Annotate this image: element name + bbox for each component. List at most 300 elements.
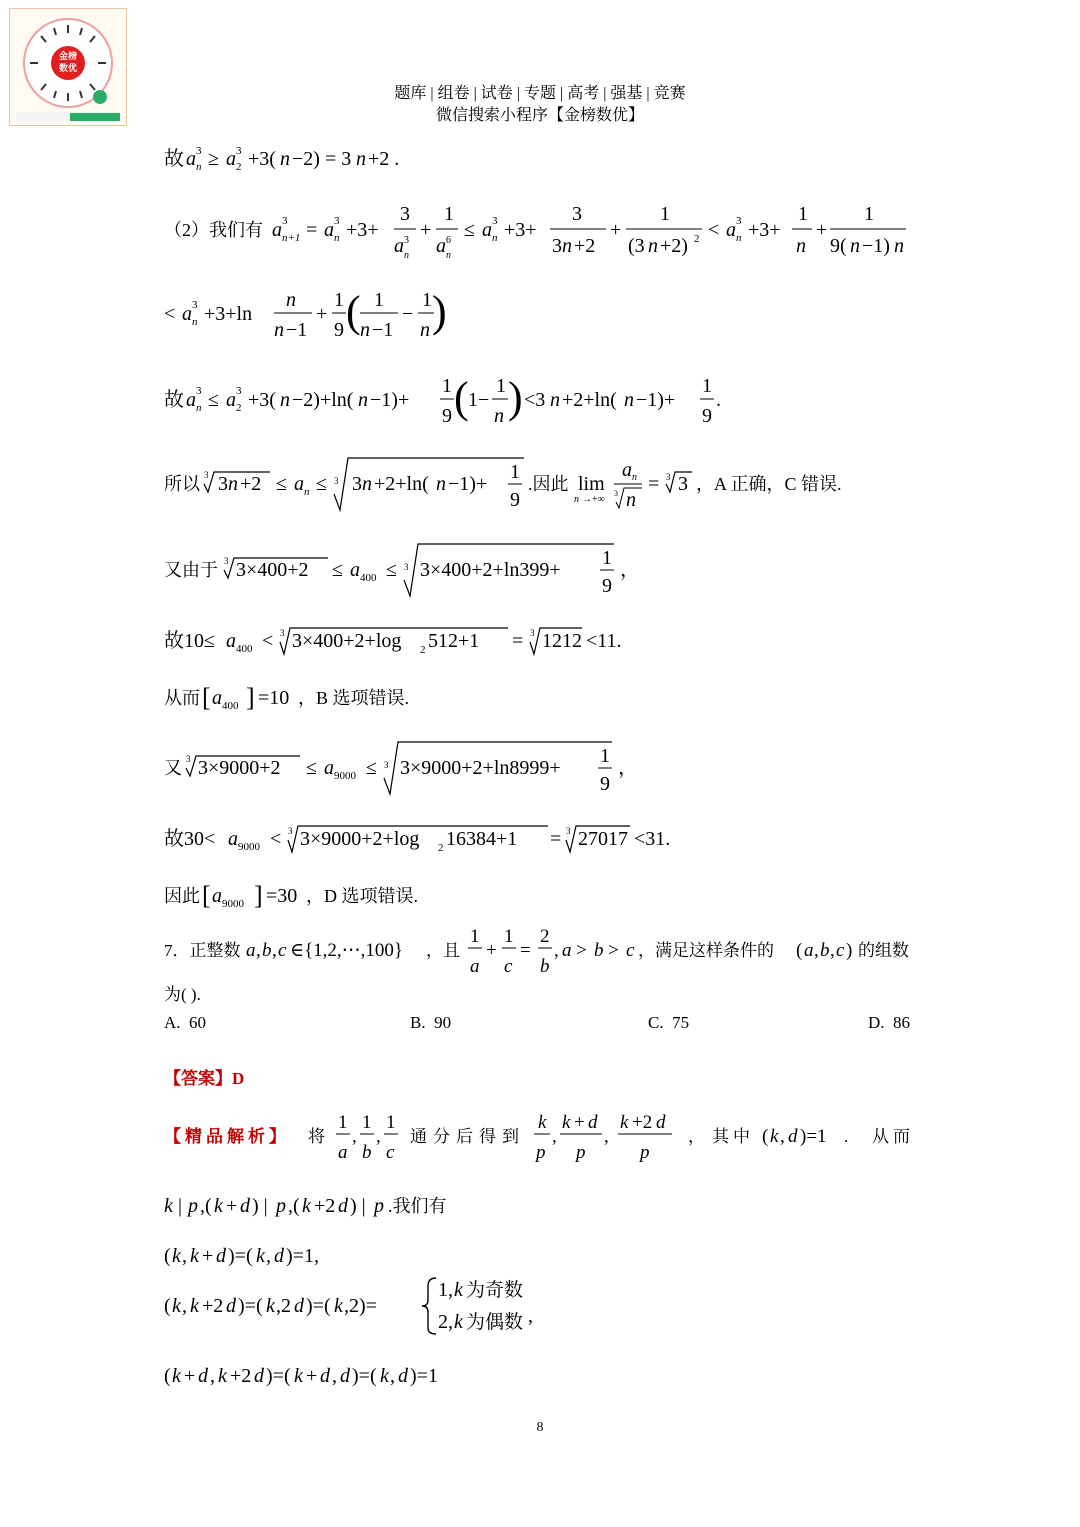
svg-text:2,: 2,	[438, 1311, 453, 1333]
svg-text:1: 1	[798, 203, 808, 225]
svg-text:+3(: +3(	[248, 148, 276, 170]
svg-text:k: k	[172, 1245, 181, 1267]
svg-text:,: ,	[266, 1245, 271, 1267]
svg-text:3: 3	[404, 235, 409, 246]
svg-text:a: a	[436, 235, 446, 257]
svg-text:3: 3	[678, 473, 688, 495]
svg-text:3: 3	[204, 470, 209, 480]
svg-text:n: n	[304, 486, 310, 498]
svg-text:9: 9	[442, 405, 452, 427]
svg-text:k: k	[218, 1365, 227, 1387]
svg-text:3: 3	[666, 472, 671, 482]
svg-text:+: +	[420, 219, 432, 241]
svg-text:3: 3	[282, 215, 288, 227]
svg-text:k: k	[770, 1126, 779, 1147]
math-line-2	[164, 196, 924, 262]
svg-text:b: b	[820, 940, 830, 961]
svg-text:>: >	[608, 940, 619, 961]
svg-text:a: a	[324, 757, 334, 779]
svg-text:+2): +2)	[660, 235, 688, 257]
svg-text:k: k	[172, 1295, 181, 1317]
svg-text:3: 3	[218, 473, 228, 495]
svg-text:)=(: )=(	[306, 1295, 331, 1317]
svg-text:3×9000+2: 3×9000+2	[198, 757, 281, 779]
svg-text:a: a	[350, 559, 360, 581]
svg-text:n: n	[632, 472, 637, 483]
option-c: C. 75	[648, 1013, 690, 1032]
svg-text:c: c	[626, 940, 635, 961]
svg-text:p: p	[188, 1195, 198, 1217]
svg-text:,: ,	[182, 1245, 187, 1267]
svg-text:a: a	[622, 459, 632, 481]
svg-text:（2）我们有: （2）我们有	[164, 220, 263, 240]
svg-text:3×9000+2+log: 3×9000+2+log	[300, 828, 420, 850]
header-nav-line: 题库 | 组卷 | 试卷 | 专题 | 高考 | 强基 | 竞赛	[394, 85, 686, 102]
svg-text:n: n	[420, 319, 430, 341]
svg-text:3: 3	[196, 145, 202, 157]
svg-text:+3+: +3+	[504, 219, 537, 241]
svg-text:≤: ≤	[276, 473, 287, 495]
svg-text:d: d	[588, 1112, 598, 1133]
svg-text:.: .	[844, 1127, 849, 1146]
svg-text:d: d	[294, 1295, 304, 1317]
svg-text:=: =	[306, 219, 318, 241]
svg-text:3: 3	[614, 489, 618, 498]
svg-text:≤: ≤	[464, 219, 475, 241]
svg-text:n: n	[362, 473, 372, 495]
svg-text:n: n	[494, 405, 504, 427]
svg-text:a: a	[482, 219, 492, 241]
svg-text:a: a	[726, 219, 736, 241]
svg-text:≤: ≤	[366, 757, 377, 779]
svg-text:16384+1: 16384+1	[446, 828, 518, 850]
svg-text:<: <	[164, 303, 176, 325]
svg-text:3: 3	[566, 826, 571, 836]
math-line-3	[164, 284, 924, 344]
analysis-line-5	[164, 1360, 924, 1392]
svg-text:，满足这样条件的: ，满足这样条件的	[638, 941, 774, 960]
svg-text:>: >	[576, 940, 587, 961]
svg-text:d: d	[398, 1365, 408, 1387]
svg-text:n: n	[736, 232, 742, 244]
svg-text:1: 1	[334, 289, 344, 311]
svg-text:c: c	[504, 956, 513, 977]
svg-text:3: 3	[404, 562, 409, 572]
svg-text:,2)=: ,2)=	[344, 1295, 377, 1317]
svg-text:≤: ≤	[386, 559, 397, 581]
svg-text:1−: 1−	[468, 389, 490, 411]
svg-text:1: 1	[442, 375, 452, 397]
svg-text:a: a	[272, 219, 282, 241]
svg-text:3: 3	[400, 203, 410, 225]
svg-text:27017: 27017	[578, 828, 628, 850]
svg-text:)=(: )=(	[266, 1365, 291, 1387]
svg-text:)=1: )=1	[410, 1365, 438, 1387]
svg-text:，: ，	[620, 559, 640, 581]
svg-text:3: 3	[192, 299, 198, 311]
svg-text:b: b	[262, 940, 272, 961]
svg-text:故: 故	[164, 148, 184, 170]
svg-text:,: ,	[780, 1126, 785, 1147]
svg-text:−1)+: −1)+	[370, 389, 410, 411]
svg-text:故: 故	[164, 389, 184, 411]
svg-text:−: −	[402, 303, 414, 325]
svg-text:]: ]	[246, 683, 255, 712]
svg-text:9000: 9000	[334, 770, 356, 782]
svg-text:+3+ln: +3+ln	[204, 303, 253, 325]
svg-text:p: p	[276, 1195, 286, 1217]
svg-text:)=(: )=(	[238, 1295, 263, 1317]
svg-text:(3: (3	[628, 235, 645, 257]
svg-text:+: +	[816, 219, 828, 241]
svg-text:(: (	[164, 1295, 171, 1317]
svg-text:+: +	[574, 1112, 585, 1133]
svg-text:d: d	[198, 1365, 208, 1387]
svg-text:a: a	[226, 148, 236, 170]
svg-text:d: d	[340, 1365, 350, 1387]
svg-text:，A 正确，C 错误.: ，A 正确，C 错误.	[696, 474, 842, 494]
svg-text:又由于: 又由于	[164, 560, 218, 580]
svg-text:a: a	[394, 235, 404, 257]
svg-text:2: 2	[420, 644, 426, 656]
svg-text:(: (	[164, 1365, 171, 1387]
svg-text:1: 1	[338, 1112, 348, 1133]
math-line-6	[164, 540, 924, 602]
svg-text:3: 3	[352, 473, 362, 495]
question-7-stem	[164, 926, 924, 982]
svg-text:n: n	[356, 148, 366, 170]
svg-text:k: k	[190, 1295, 199, 1317]
svg-text:，且: ，且	[426, 941, 460, 960]
svg-text:k: k	[562, 1112, 571, 1133]
svg-text:+2 .: +2 .	[368, 148, 400, 170]
svg-text:a: a	[186, 389, 196, 411]
svg-text:p: p	[576, 1142, 586, 1163]
svg-text:，B 选项错误.: ，B 选项错误.	[298, 688, 410, 708]
svg-text:+2+ln(: +2+ln(	[374, 473, 429, 495]
svg-text:，D 选项错误.: ，D 选项错误.	[306, 886, 418, 906]
svg-text:−1)+: −1)+	[636, 389, 676, 411]
svg-text:1: 1	[386, 1112, 396, 1133]
svg-text:400: 400	[236, 643, 253, 655]
svg-text:,2: ,2	[276, 1295, 291, 1317]
svg-text:a: a	[212, 687, 222, 709]
svg-text:a: a	[186, 148, 196, 170]
svg-text:a: a	[338, 1142, 348, 1163]
svg-text:d: d	[216, 1245, 226, 1267]
svg-text:400: 400	[222, 700, 239, 712]
svg-text:9(: 9(	[830, 235, 847, 257]
svg-text:3: 3	[530, 628, 535, 638]
svg-text:a: a	[294, 473, 304, 495]
svg-text:.我们有: .我们有	[388, 1196, 447, 1216]
svg-text:≤: ≤	[208, 389, 219, 411]
svg-text:.因此: .因此	[528, 474, 569, 494]
svg-text:d: d	[338, 1195, 348, 1217]
svg-text:k: k	[294, 1365, 303, 1387]
svg-text:c: c	[836, 940, 845, 961]
svg-text:<: <	[708, 219, 720, 241]
svg-text:1,: 1,	[438, 1279, 453, 1301]
svg-text:2: 2	[694, 233, 700, 245]
svg-text:3: 3	[196, 385, 202, 397]
svg-text:a: a	[226, 389, 236, 411]
svg-text:k: k	[620, 1112, 629, 1133]
svg-text:3: 3	[280, 628, 285, 638]
svg-text:): )	[508, 373, 523, 422]
svg-text:3: 3	[552, 235, 562, 257]
svg-text:n: n	[446, 250, 451, 261]
svg-text:9: 9	[334, 319, 344, 341]
svg-text:1: 1	[510, 461, 520, 483]
answer-value: D	[232, 1069, 245, 1088]
svg-text:≤: ≤	[316, 473, 327, 495]
svg-text:<11.: <11.	[586, 630, 622, 652]
svg-text:+: +	[202, 1245, 214, 1267]
math-line-10	[164, 820, 924, 856]
option-d: D. 86	[868, 1013, 911, 1032]
svg-text:+: +	[316, 303, 328, 325]
svg-text:n: n	[358, 389, 368, 411]
svg-text:b: b	[362, 1142, 372, 1163]
svg-text:,: ,	[182, 1295, 187, 1317]
svg-text:+2: +2	[574, 235, 596, 257]
svg-text:6: 6	[446, 235, 451, 246]
svg-text:n: n	[648, 235, 658, 257]
svg-text:+: +	[306, 1365, 318, 1387]
svg-text:1: 1	[602, 547, 612, 569]
svg-text:<31.: <31.	[634, 828, 671, 850]
svg-text:[: [	[202, 683, 211, 712]
svg-text:2: 2	[236, 402, 242, 414]
svg-text:所以: 所以	[164, 474, 200, 494]
svg-text:d: d	[254, 1365, 264, 1387]
svg-text:a: a	[212, 885, 222, 907]
svg-text:a: a	[226, 630, 236, 652]
svg-text:n: n	[280, 148, 290, 170]
svg-text:≤: ≤	[306, 757, 317, 779]
svg-text:为奇数: 为奇数	[466, 1280, 524, 1301]
svg-text:(: (	[454, 373, 469, 422]
svg-text:,: ,	[352, 1126, 357, 1147]
svg-text:从而: 从而	[164, 688, 200, 708]
math-line-8	[164, 680, 924, 716]
svg-text:a: a	[246, 940, 256, 961]
svg-text:+3+: +3+	[748, 219, 781, 241]
svg-text:k: k	[334, 1295, 343, 1317]
svg-text:3: 3	[236, 385, 242, 397]
svg-text:,: ,	[830, 940, 835, 961]
analysis-line-1	[164, 1108, 924, 1164]
svg-text:k: k	[190, 1245, 199, 1267]
svg-text:d: d	[788, 1126, 798, 1147]
svg-text:3: 3	[384, 760, 389, 770]
svg-text:1: 1	[702, 375, 712, 397]
svg-text:[: [	[202, 881, 211, 910]
svg-text:3: 3	[236, 145, 242, 157]
svg-text:): )	[846, 940, 853, 961]
svg-text:n: n	[192, 316, 198, 328]
svg-text:n+1: n+1	[282, 232, 301, 244]
svg-text:n: n	[196, 161, 202, 173]
svg-text:−1: −1	[286, 319, 308, 341]
svg-text:+2: +2	[632, 1112, 653, 1133]
svg-text:c: c	[278, 940, 287, 961]
svg-text:(: (	[164, 1245, 171, 1267]
svg-text:,: ,	[528, 1305, 533, 1327]
svg-text:→+∞: →+∞	[582, 494, 605, 505]
svg-text:+: +	[226, 1195, 238, 1217]
svg-text:，: ，	[688, 1127, 705, 1146]
svg-text:9000: 9000	[238, 841, 260, 853]
svg-text:512+1: 512+1	[428, 630, 480, 652]
svg-text:−2) = 3: −2) = 3	[292, 148, 352, 170]
answer-line	[164, 1070, 244, 1087]
svg-text:d: d	[320, 1365, 330, 1387]
svg-text:n: n	[280, 389, 290, 411]
svg-text:+: +	[184, 1365, 196, 1387]
svg-text:)=(: )=(	[228, 1245, 253, 1267]
svg-text:k: k	[214, 1195, 223, 1217]
svg-text:<: <	[270, 828, 282, 850]
svg-text:n: n	[404, 250, 409, 261]
svg-text:，: ，	[618, 757, 638, 779]
svg-text:故30<: 故30<	[164, 828, 216, 850]
svg-text:+3(: +3(	[248, 389, 276, 411]
svg-text:) |: ) |	[252, 1195, 268, 1217]
svg-text:+: +	[486, 940, 497, 961]
svg-text:400: 400	[360, 572, 377, 584]
svg-text:p: p	[536, 1142, 546, 1163]
svg-text:=: =	[550, 828, 562, 850]
svg-text:+2: +2	[240, 473, 262, 495]
svg-text:n: n	[796, 235, 806, 257]
svg-text:,: ,	[376, 1126, 381, 1147]
svg-text:n: n	[562, 235, 572, 257]
svg-text:)=(: )=(	[352, 1365, 377, 1387]
math-line-5	[164, 454, 924, 516]
svg-text:9: 9	[600, 773, 610, 795]
svg-text:≥: ≥	[208, 148, 219, 170]
svg-text:n: n	[334, 232, 340, 244]
svg-text:d: d	[240, 1195, 250, 1217]
svg-text:故10≤: 故10≤	[164, 630, 215, 652]
svg-text:∈{1,2,⋯,100}: ∈{1,2,⋯,100}	[290, 940, 404, 961]
svg-text:n: n	[492, 232, 498, 244]
qr-center-text-top: 金榜	[58, 51, 78, 61]
svg-text:3: 3	[186, 754, 191, 764]
svg-text:): )	[432, 287, 447, 336]
svg-text:其中: 其中	[712, 1127, 754, 1146]
svg-text:,: ,	[272, 940, 277, 961]
svg-text:k: k	[380, 1365, 389, 1387]
svg-text:=10: =10	[258, 687, 290, 709]
svg-text:3: 3	[288, 826, 293, 836]
svg-text:3×400+2: 3×400+2	[236, 559, 309, 581]
svg-text:lim: lim	[578, 473, 605, 495]
math-line-9	[164, 738, 924, 800]
analysis-line-3	[164, 1240, 924, 1272]
option-b: B. 90	[410, 1013, 452, 1032]
page-number: 8	[536, 1420, 544, 1435]
svg-text:1: 1	[444, 203, 454, 225]
svg-text:,: ,	[814, 940, 819, 961]
svg-text:)=1,: )=1,	[286, 1245, 319, 1267]
svg-text:n: n	[550, 389, 560, 411]
svg-text:2: 2	[236, 161, 242, 173]
header-search-line: 微信搜索小程序【金榜数优】	[435, 107, 644, 124]
svg-text:将: 将	[308, 1127, 325, 1146]
svg-text:n: n	[360, 319, 370, 341]
svg-text:d: d	[274, 1245, 284, 1267]
svg-text:k: k	[164, 1195, 173, 1217]
svg-text:通分后得到: 通分后得到	[410, 1127, 525, 1146]
svg-text:−1)+: −1)+	[448, 473, 488, 495]
svg-text:3: 3	[334, 476, 339, 486]
svg-text:3×400+2+ln399+: 3×400+2+ln399+	[420, 559, 561, 581]
svg-text:a: a	[324, 219, 334, 241]
svg-text:n: n	[286, 289, 296, 311]
svg-text:1: 1	[422, 289, 432, 311]
svg-text:1: 1	[600, 745, 610, 767]
svg-text:,: ,	[210, 1365, 215, 1387]
svg-text:=: =	[520, 940, 531, 961]
svg-text:k: k	[266, 1295, 275, 1317]
svg-text:b: b	[594, 940, 604, 961]
svg-text:,: ,	[390, 1365, 395, 1387]
svg-text:+2: +2	[230, 1365, 252, 1387]
svg-text:9000: 9000	[222, 898, 244, 910]
svg-text:n: n	[624, 389, 634, 411]
svg-text:.: .	[716, 389, 721, 411]
svg-text:k: k	[454, 1279, 463, 1301]
svg-text:−1: −1	[372, 319, 394, 341]
svg-text:n: n	[894, 235, 904, 257]
svg-text:p: p	[374, 1195, 384, 1217]
svg-text:1: 1	[362, 1112, 372, 1133]
analysis-line-2	[164, 1190, 924, 1222]
svg-text:9: 9	[602, 575, 612, 597]
svg-text:2: 2	[540, 926, 550, 947]
svg-text:9: 9	[702, 405, 712, 427]
svg-text:=: =	[512, 630, 524, 652]
svg-text:n: n	[196, 402, 202, 414]
svg-text:k: k	[454, 1311, 463, 1333]
math-line-7	[164, 622, 924, 658]
analysis-line-4	[164, 1272, 924, 1340]
svg-text:【精品解析】: 【精品解析】	[164, 1127, 290, 1146]
svg-text:9: 9	[510, 489, 520, 511]
svg-text:,: ,	[552, 1126, 557, 1147]
svg-text:,: ,	[256, 940, 261, 961]
svg-text:k: k	[302, 1195, 311, 1217]
svg-text:n: n	[228, 473, 238, 495]
svg-text:1: 1	[864, 203, 874, 225]
svg-text:b: b	[540, 956, 550, 977]
option-a: A. 60	[164, 1013, 207, 1032]
svg-text:3×9000+2+ln8999+: 3×9000+2+ln8999+	[400, 757, 561, 779]
svg-text:k: k	[538, 1112, 547, 1133]
answer-tag: 【答案】	[164, 1069, 232, 1088]
svg-text:) |: ) |	[350, 1195, 366, 1217]
svg-text:7．正整数: 7．正整数	[164, 941, 241, 960]
qr-center-text-bottom: 数优	[58, 63, 78, 73]
svg-text:的组数: 的组数	[858, 941, 909, 960]
svg-text:3: 3	[224, 556, 229, 566]
svg-text:+2: +2	[314, 1195, 336, 1217]
svg-text:a: a	[804, 940, 814, 961]
svg-text:≤: ≤	[332, 559, 343, 581]
